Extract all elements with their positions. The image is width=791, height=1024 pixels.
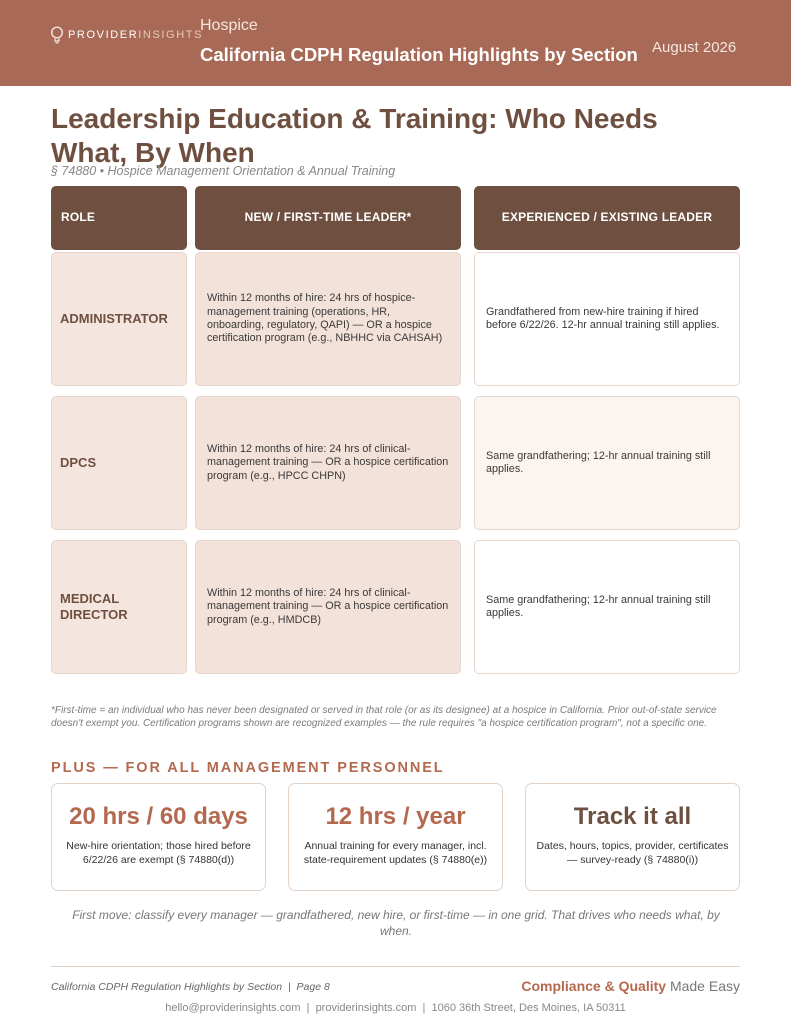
- stat-card-value: Track it all: [573, 803, 692, 830]
- column-header-existing-leader: EXPERIENCED / EXISTING LEADER: [474, 186, 740, 250]
- role-medical-director: MEDICAL DIRECTOR: [51, 540, 187, 674]
- footer-divider: [51, 966, 740, 967]
- footer-page-info: California CDPH Regulation Highlights by Section | Page 8: [51, 981, 330, 993]
- stat-card-tracking: [525, 783, 740, 891]
- lightbulb-icon: [50, 26, 64, 44]
- column-header-role: ROLE: [51, 186, 187, 250]
- header-band: [0, 0, 791, 86]
- page-title: Leadership Education & Training: Who Needs What, By When: [51, 103, 658, 168]
- stat-card-value: 20 hrs / 60 days: [69, 803, 248, 830]
- new-leader-medical-director: Within 12 months of hire: 24 hrs of clinical-management training — OR a hospice certification program (e.g., HMDCB): [195, 540, 461, 674]
- footer-contact[interactable]: hello@providerinsights.com | providerinsights.com | 1060 36th Street, Des Moines, IA 50311: [165, 1002, 626, 1014]
- new-leader-dpcs: Within 12 months of hire: 24 hrs of clinical-management training — OR a hospice certification program (e.g., HPCC CHPN): [195, 396, 461, 530]
- stat-card-description: New-hire orientation; those hired before 6/22/26 are exempt (§ 74880(d)): [66, 840, 251, 866]
- page-subtitle: § 74880 • Hospice Management Orientation & Annual Training: [51, 164, 396, 178]
- existing-leader-medical-director: Same grandfathering; 12-hr annual training still applies.: [474, 540, 740, 674]
- brand-logo[interactable]: [50, 26, 203, 44]
- closing-note: First move: classify every manager — grandfathered, new hire, or first-time — in one grid. That drives who needs what, by when.: [72, 908, 720, 938]
- column-header-new-leader: NEW / FIRST-TIME LEADER*: [195, 186, 461, 250]
- stat-card-value: 12 hrs / year: [325, 803, 466, 830]
- header-date: August 2026: [652, 39, 737, 56]
- header-title: California CDPH Regulation Highlights by Section: [200, 44, 638, 65]
- stat-card-description: Annual training for every manager, incl. state-requirement updates (§ 74880(e)): [303, 840, 488, 866]
- stat-card-description: Dates, hours, topics, provider, certificates — survey-ready (§ 74880(i)): [536, 840, 729, 866]
- stat-card-orientation: [51, 783, 266, 891]
- table-footnote: *First-time = an individual who has never been designated or served in that role (or as its designee) at a hospice in California. Prior out-of-state service doesn't exempt you. Certification programs shown are recognized examples — the rule requires "a hospice certification program", not a specific one.: [51, 705, 717, 730]
- new-leader-administrator: Within 12 months of hire: 24 hrs of hospice-management training (operations, HR, onboarding, regulatory, QAPI) — OR a hospice certification program (e.g., NBHHC via CAHSAH): [195, 252, 461, 386]
- role-dpcs: DPCS: [51, 396, 187, 530]
- footer-tagline: Compliance & Quality Made Easy: [521, 978, 740, 994]
- existing-leader-dpcs: Same grandfathering; 12-hr annual training still applies.: [474, 396, 740, 530]
- logo-wordmark: PROVIDERINSIGHTS: [68, 29, 204, 41]
- header-category: Hospice: [200, 17, 258, 34]
- plus-section-heading: PLUS — FOR ALL MANAGEMENT PERSONNEL: [51, 760, 445, 776]
- role-administrator: ADMINISTRATOR: [51, 252, 187, 386]
- existing-leader-administrator: Grandfathered from new-hire training if hired before 6/22/26. 12-hr annual training still applies.: [474, 252, 740, 386]
- stat-card-annual-training: [288, 783, 503, 891]
